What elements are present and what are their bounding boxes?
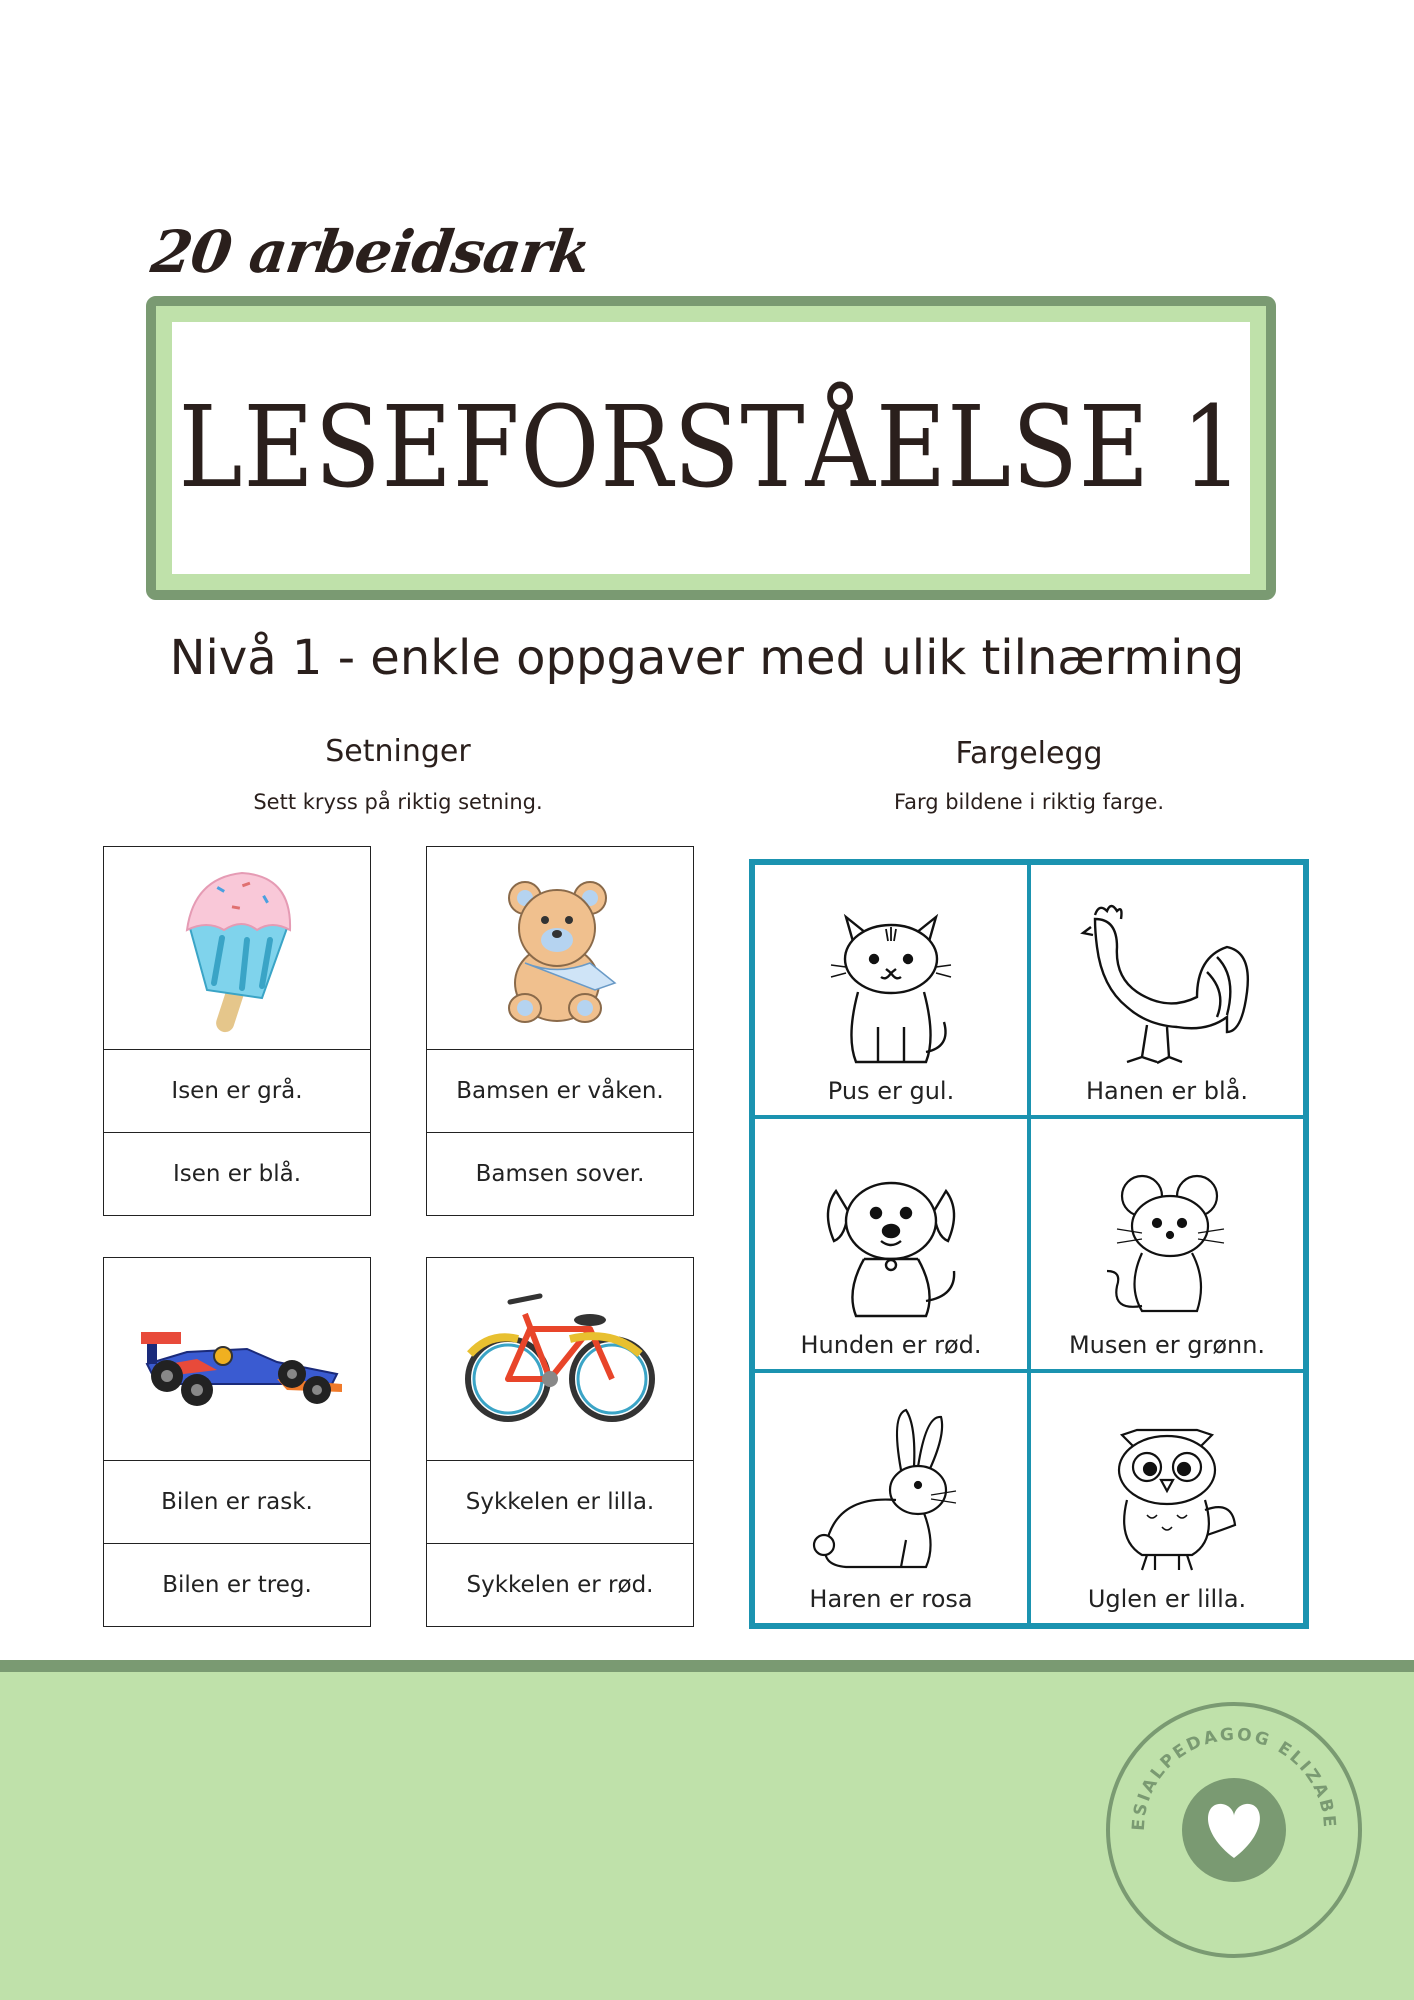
coloring-cell-dog[interactable] [753,1117,1029,1371]
page-title: LESEFORSTÅELSE 1 [178,383,1244,513]
bicycle-picture [427,1258,693,1461]
rooster-icon [1077,897,1257,1067]
setninger-heading: Setninger [325,734,471,769]
title-frame [146,296,1276,600]
sentence-option[interactable]: Sykkelen er lilla. [465,1489,655,1515]
brand-logo-graphic [1104,1700,1364,1960]
brand-logo [1104,1700,1364,1960]
coloring-cell-rabbit[interactable] [753,1371,1029,1625]
sentence-option[interactable]: Bilen er rask. [161,1489,313,1515]
coloring-cell-mouse[interactable] [1029,1117,1305,1371]
cat-icon [826,897,956,1067]
coloring-caption: Musen er grønn. [1068,1331,1266,1359]
title-panel [172,322,1250,574]
coloring-caption: Hanen er blå. [1085,1077,1249,1105]
ice-cream-picture [104,847,370,1050]
mouse-icon [1102,1171,1232,1321]
setninger-instruction: Sett kryss på riktig setning. [253,790,543,814]
sentence-option[interactable]: Bamsen er våken. [456,1078,664,1104]
fargelegg-instruction: Farg bildene i riktig farge. [893,790,1165,814]
level-description: Nivå 1 - enkle oppgaver med ulik tilnærming [169,630,1245,686]
bicycle-icon [460,1284,660,1434]
teddy-picture [427,847,693,1050]
teddy-bear-icon [485,868,635,1028]
sentence-card-car [103,1257,371,1627]
race-car-icon [127,1304,347,1414]
owl-icon [1097,1415,1237,1575]
fargelegg-heading: Fargelegg [955,736,1103,771]
ice-cream-icon [162,858,312,1038]
car-picture [104,1258,370,1461]
sentence-option[interactable]: Bamsen sover. [427,1132,693,1215]
coloring-caption: Haren er rosa [809,1585,973,1613]
worksheet-count-label: 20 arbeidsark [147,218,594,286]
sentence-option[interactable]: Sykkelen er rød. [427,1543,693,1626]
rabbit-icon [806,1405,976,1575]
sentence-option[interactable]: Isen er grå. [171,1078,303,1104]
sentence-card-ice-cream [103,846,371,1216]
sentence-option[interactable]: Isen er blå. [104,1132,370,1215]
sentence-option[interactable]: Bilen er treg. [104,1543,370,1626]
coloring-grid [749,859,1309,1629]
sentence-card-teddy [426,846,694,1216]
coloring-caption: Uglen er lilla. [1087,1585,1247,1613]
coloring-caption: Hunden er rød. [800,1331,982,1359]
logo-text: ESIALPEDAGOG ELIZABE [1128,1724,1340,1832]
coloring-cell-rooster[interactable] [1029,863,1305,1117]
sentence-card-bicycle [426,1257,694,1627]
dog-icon [816,1171,966,1321]
coloring-cell-cat[interactable] [753,863,1029,1117]
coloring-caption: Pus er gul. [827,1077,955,1105]
footer-divider [0,1660,1414,1672]
coloring-cell-owl[interactable] [1029,1371,1305,1625]
